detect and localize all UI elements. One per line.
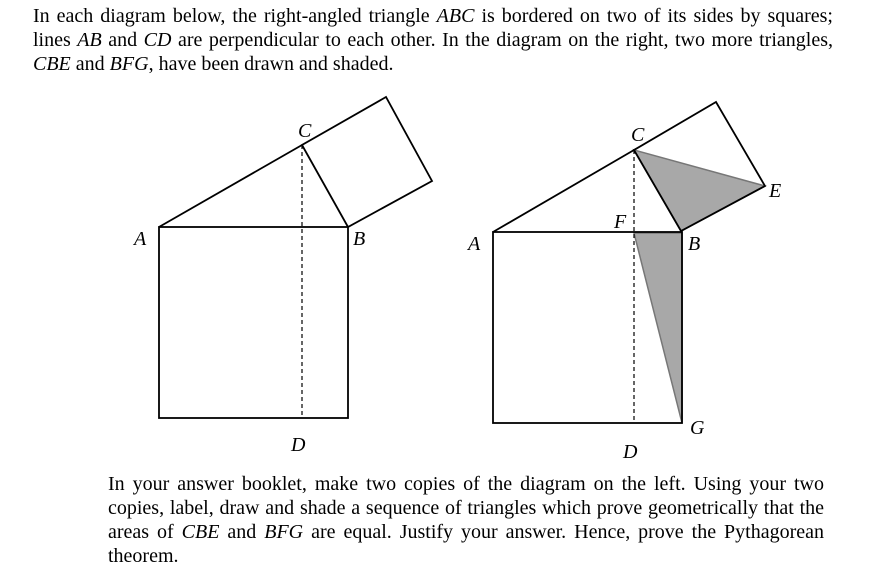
triangle-bfg-ref: BFG bbox=[109, 53, 149, 75]
right-label-c: C bbox=[631, 124, 645, 146]
left-label-c: C bbox=[298, 120, 312, 142]
line-cd-ref: CD bbox=[143, 29, 172, 51]
left-label-a: A bbox=[134, 228, 147, 250]
triangle-abc-ref: ABC bbox=[436, 5, 475, 27]
triangle-cbe bbox=[634, 150, 765, 231]
left-diagram bbox=[159, 97, 432, 418]
triangle-cbe-ref-2: CBE bbox=[181, 521, 220, 543]
right-label-b: B bbox=[688, 233, 701, 255]
left-side-ac bbox=[159, 145, 302, 227]
right-side-ac bbox=[493, 150, 634, 232]
right-label-f: F bbox=[614, 211, 627, 233]
right-label-e: E bbox=[769, 180, 782, 202]
problem-intro: In each diagram below, the right-angled triangle ABC is bordered on two of its sides by squares; lines AB and CD are perpendicular to each other. In the diagram on the right, two more triangles, CBE and BFG, have been drawn and shaded. bbox=[33, 5, 833, 75]
line-ab-ref: AB bbox=[77, 29, 102, 51]
problem-instructions: In your answer booklet, make two copies of the diagram on the left. Using your two copies, label, draw and shade a sequence of triangles which prove geometrically that the areas of CBE and BFG are equal. Justify your answer. Hence, prove the Pythagorean theorem. bbox=[108, 473, 825, 567]
triangle-bfg bbox=[634, 233, 682, 423]
right-label-d: D bbox=[623, 441, 638, 463]
left-label-b: B bbox=[353, 228, 366, 250]
right-label-a: A bbox=[468, 233, 481, 255]
left-square-cb bbox=[302, 97, 432, 227]
triangle-bfg-ref-2: BFG bbox=[264, 521, 304, 543]
triangle-cbe-ref: CBE bbox=[33, 53, 71, 75]
left-square-ab bbox=[159, 227, 348, 418]
right-label-g: G bbox=[690, 417, 705, 439]
left-label-d: D bbox=[291, 434, 306, 456]
right-diagram bbox=[493, 102, 765, 423]
